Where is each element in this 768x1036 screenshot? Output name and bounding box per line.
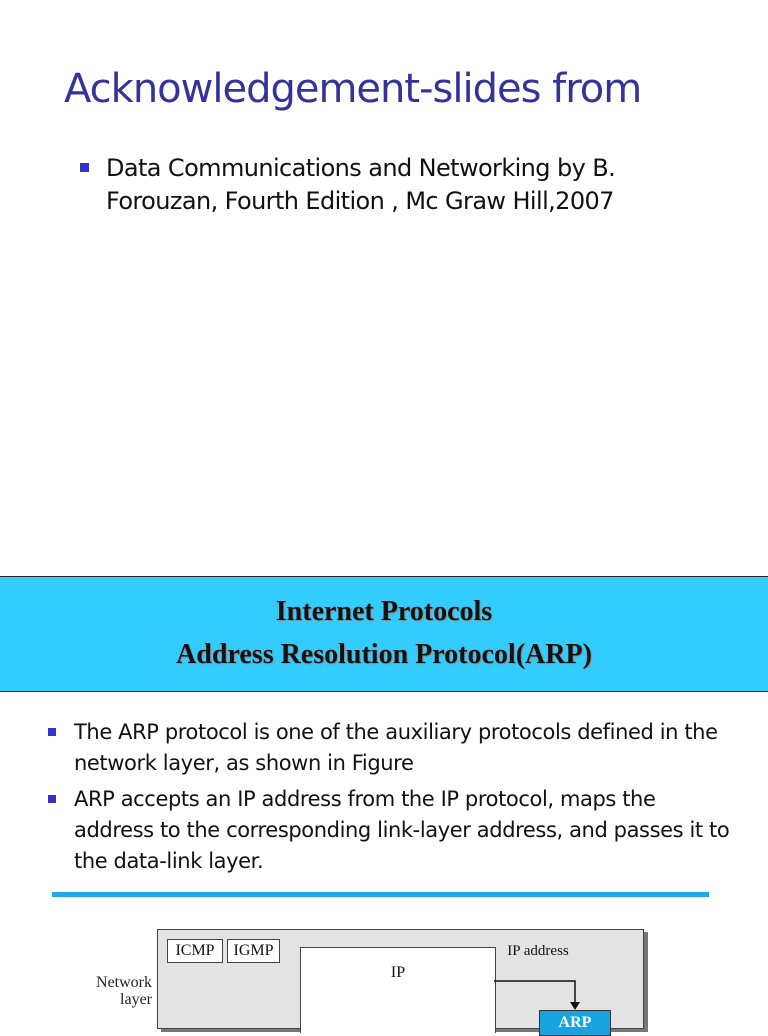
slide-header-banner bbox=[0, 576, 768, 692]
slide-title: Acknowledgement-slides from bbox=[64, 66, 642, 112]
header-title-line2: Address Resolution Protocol(ARP) bbox=[176, 639, 592, 670]
icmp-box: ICMP bbox=[167, 939, 223, 963]
bullet-list bbox=[48, 717, 738, 882]
bullet-item bbox=[80, 152, 720, 218]
igmp-box: IGMP bbox=[227, 939, 280, 963]
bullet-text: The ARP protocol is one of the auxiliary protocols defined in the network layer, as shown in Figure bbox=[74, 720, 718, 775]
bullet-square-icon bbox=[48, 795, 56, 803]
arp-box: ARP bbox=[539, 1010, 611, 1036]
slide-arp bbox=[0, 575, 768, 1031]
divider-rule bbox=[52, 892, 709, 897]
arp-figure bbox=[86, 926, 656, 1031]
network-layer-panel bbox=[157, 929, 644, 1029]
header-title-line1: Internet Protocols bbox=[275, 596, 493, 627]
ip-box: IP bbox=[300, 947, 496, 1033]
bullet-square-icon bbox=[80, 163, 89, 172]
network-layer-label: Network layer bbox=[96, 974, 152, 1008]
bullet-item bbox=[48, 784, 738, 877]
bullet-text: Data Communications and Networking by B. Forouzan, Fourth Edition , Mc Graw Hill,2007 bbox=[106, 154, 616, 215]
bullet-square-icon bbox=[48, 728, 56, 736]
bullet-text: ARP accepts an IP address from the IP protocol, maps the address to the corresponding link-layer address, and passes it to the data-link layer. bbox=[74, 787, 730, 873]
ip-address-label: IP address bbox=[507, 943, 569, 959]
bullet-item bbox=[48, 717, 738, 779]
